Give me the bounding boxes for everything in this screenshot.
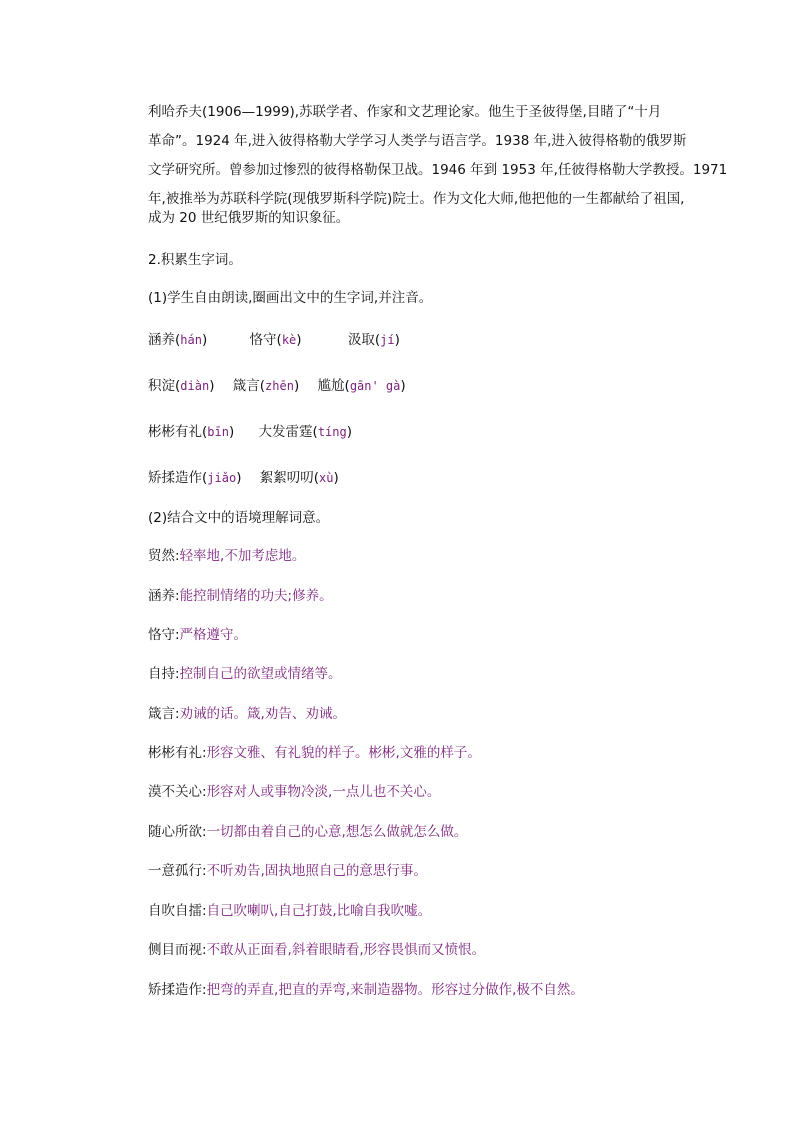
definition-meaning: 不敢从正面看,斜着眼睛看,形容畏惧而又愤恨。 [206,942,486,958]
vocab-word: 絮絮叨叨 [259,470,314,486]
vocab-item: 箴言(zhēn) [232,378,300,394]
vocab-item: 絮絮叨叨(xù) [259,470,339,486]
definition-meaning: 把弯的弄直,把直的弄弯,来制造器物。形容过分做作,极不自然。 [206,982,584,998]
definition-term: 侧目而视: [148,942,207,958]
vocab-pinyin: xù [319,471,334,485]
definition-meaning: 控制自己的欲望或情绪等。 [179,666,342,682]
definition-meaning: 自己吹喇叭,自己打鼓,比喻自我吹嘘。 [206,903,432,919]
definition-term: 彬彬有礼: [148,745,207,761]
vocab-word: 矫揉造作 [148,470,202,486]
bio-line-5: 成为 20 世纪俄罗斯的知识象征。 [148,210,350,226]
vocab-item: 彬彬有礼(bīn) [148,424,235,440]
vocab-item: 汲取(jí) [347,332,400,348]
definition-meaning: 形容对人或事物冷淡,一点儿也不关心。 [206,784,441,800]
definition-meaning: 轻率地,不加考虑地。 [179,548,306,564]
definition-item [148,861,427,881]
definition-item [148,704,346,724]
definition-term: 自吹自擂: [148,903,207,919]
vocab-row [148,376,406,396]
definition-term: 一意孤行: [148,863,207,879]
vocab-row [148,468,339,488]
definition-item [148,901,431,921]
subsection-2-title: (2)结合文中的语境理解词意。 [148,510,330,526]
vocab-item: 积淀(diàn) [148,378,215,394]
bio-line-3: 文学研究所。曾参加过惨烈的彼得格勒保卫战。1946 年到 1953 年,任彼得格勒大学教授。1971 [148,162,728,178]
vocab-pinyin: bīn [207,425,229,439]
definition-item [148,625,247,645]
definition-item [148,546,305,566]
definition-meaning: 形容文雅、有礼貌的样子。彬彬,文雅的样子。 [206,745,481,761]
vocab-pinyin: tíng [317,425,347,439]
definition-term: 贸然: [148,548,180,564]
vocab-word: 积淀 [148,378,175,394]
definition-term: 自持: [148,666,180,682]
definition-meaning: 一切都由着自己的心意,想怎么做就怎么做。 [206,824,468,840]
vocab-word: 汲取 [347,332,375,348]
definition-item [148,782,440,802]
vocab-item: 大发雷霆(tíng) [258,424,353,440]
vocab-pinyin: jí [380,333,395,347]
definition-term: 涵养: [148,588,180,604]
definition-meaning: 劝诫的话。箴,劝告、劝诫。 [179,706,346,722]
definition-term: 恪守: [148,627,180,643]
bio-line-2: 革命”。1924 年,进入彼得格勒大学学习人类学与语言学。1938 年,进入彼得格勒的俄罗斯 [148,133,687,149]
definition-term: 漠不关心: [148,784,207,800]
definition-item [148,664,342,684]
vocab-item: 矫揉造作(jiǎo) [148,470,242,486]
bio-line-1: 利哈乔夫(1906—1999),苏联学者、作家和文艺理论家。他生于圣彼得堡,目睹了“十月 [148,104,662,120]
vocab-pinyin: hán [180,333,202,347]
definition-meaning: 不听劝告,固执地照自己的意思行事。 [206,863,427,879]
vocab-word: 彬彬有礼 [148,424,202,440]
definition-term: 矫揉造作: [148,982,207,998]
vocab-word: 大发雷霆 [258,424,313,440]
definition-item [148,743,481,763]
vocab-word: 恪守 [249,332,277,348]
subsection-1-title: (1)学生自由朗读,圈画出文中的生字词,并注音。 [148,290,433,306]
vocab-pinyin: jiǎo [207,471,237,485]
vocab-item: 尴尬(gān' gà) [317,378,406,394]
vocab-word: 箴言 [232,378,260,394]
vocab-pinyin: gān' gà [349,379,401,393]
vocab-word: 尴尬 [317,378,345,394]
definition-meaning: 严格遵守。 [179,627,248,643]
definition-item [148,822,467,842]
section-heading: 2.积累生字词。 [148,252,242,268]
vocab-pinyin: zhēn [265,379,294,393]
vocab-row [148,422,352,442]
definition-term: 箴言: [148,706,180,722]
bio-line-4: 年,被推举为苏联科学院(现俄罗斯科学院)院士。作为文化大师,他把他的一生都献给了祖国, [148,191,685,207]
definition-item [148,586,333,606]
vocab-item: 恪守(kè) [249,332,302,348]
vocab-pinyin: kè [281,333,297,347]
definition-meaning: 能控制情绪的功夫;修养。 [179,588,333,604]
definition-item [148,980,584,1000]
vocab-pinyin: diàn [180,379,210,393]
vocab-word: 涵养 [148,332,175,348]
definition-term: 随心所欲: [148,824,207,840]
vocab-item: 涵养(hán) [148,332,208,348]
vocab-row [148,330,400,350]
definition-item [148,940,485,960]
